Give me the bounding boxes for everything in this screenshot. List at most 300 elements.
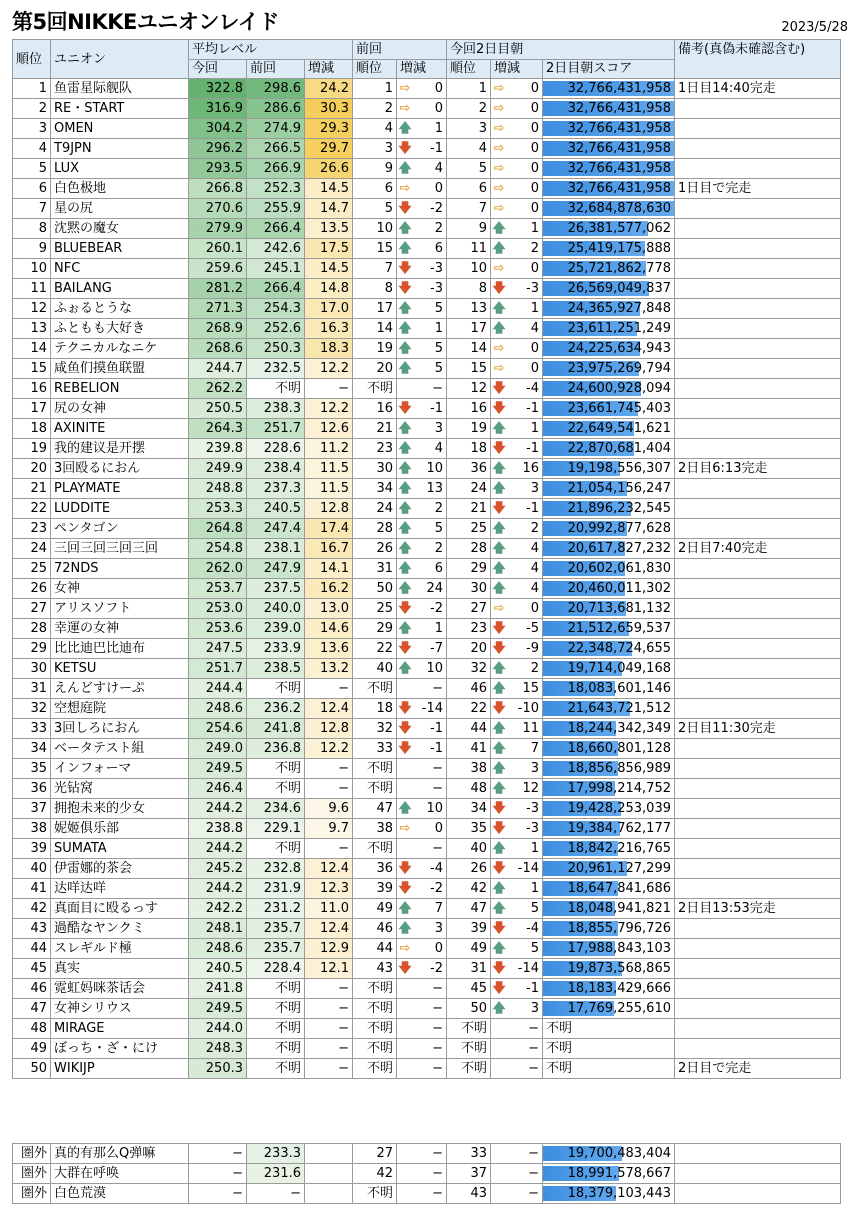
score-value: 不明 (546, 1061, 573, 1076)
table-row (13, 519, 841, 539)
note-cell (675, 239, 841, 259)
arrow-down-icon: 🡇 (492, 921, 506, 936)
prev-rank: 21 (353, 419, 397, 439)
page-title: 第5回NIKKEユニオンレイド (12, 10, 279, 34)
level-this: 248.3 (189, 1039, 247, 1059)
level-last: 232.8 (247, 859, 305, 879)
arrow-up-icon: 🡅 (492, 301, 506, 316)
table-row (13, 979, 841, 999)
note-cell (675, 639, 841, 659)
prev-change (397, 779, 447, 799)
day2-change (491, 259, 543, 279)
note-cell (675, 779, 841, 799)
prev-rank: 7 (353, 259, 397, 279)
day2-change (491, 399, 543, 419)
rank-cell: 10 (13, 259, 51, 279)
level-this: 264.3 (189, 419, 247, 439)
arrow-right-icon: ⇨ (493, 341, 505, 356)
level-last: 237.3 (247, 479, 305, 499)
level-this: 281.2 (189, 279, 247, 299)
note-cell: 2日目で完走 (675, 1059, 841, 1079)
header-rank: 順位 (13, 40, 51, 79)
change-value: − (528, 1061, 539, 1076)
note-cell (675, 919, 841, 939)
rank-cell: 23 (13, 519, 51, 539)
level-this: 279.9 (189, 219, 247, 239)
level-last: 238.3 (247, 399, 305, 419)
level-last: 238.5 (247, 659, 305, 679)
day2-rank: 19 (447, 419, 491, 439)
change-value: − (432, 1186, 443, 1201)
header-lv-this: 今回 (189, 60, 247, 79)
rank-cell: 30 (13, 659, 51, 679)
rank-cell: 42 (13, 899, 51, 919)
change-value: 1 (530, 301, 539, 316)
change-value: 0 (530, 261, 539, 276)
union-name: KETSU (51, 659, 189, 679)
arrow-down-icon: 🡇 (492, 861, 506, 876)
level-this: 248.8 (189, 479, 247, 499)
note-cell (675, 799, 841, 819)
score-cell (543, 719, 675, 739)
prev-change (397, 439, 447, 459)
level-this: 259.6 (189, 259, 247, 279)
note-cell (675, 319, 841, 339)
change-value: − (528, 1041, 539, 1056)
note-cell (675, 1184, 841, 1204)
prev-change (397, 539, 447, 559)
arrow-up-icon: 🡅 (492, 741, 506, 756)
level-change: 12.4 (305, 699, 353, 719)
table-row (13, 699, 841, 719)
rank-cell: 25 (13, 559, 51, 579)
level-change: − (305, 979, 353, 999)
level-change: 17.5 (305, 239, 353, 259)
table-row (13, 619, 841, 639)
score-cell (543, 79, 675, 99)
table-row (13, 679, 841, 699)
arrow-down-icon: 🡇 (398, 261, 412, 276)
score-value: 32,766,431,958 (567, 81, 671, 96)
arrow-right-icon: ⇨ (493, 101, 505, 116)
rank-cell: 13 (13, 319, 51, 339)
table-row (13, 259, 841, 279)
change-value: 10 (426, 801, 443, 816)
note-cell: 1日目で完走 (675, 179, 841, 199)
header-prev-rank: 順位 (353, 60, 397, 79)
arrow-up-icon: 🡅 (398, 441, 412, 456)
day2-rank: 48 (447, 779, 491, 799)
change-value: 4 (530, 541, 539, 556)
day2-rank: 30 (447, 579, 491, 599)
day2-rank: 20 (447, 639, 491, 659)
header-lv-last: 前回 (247, 60, 305, 79)
prev-change (397, 219, 447, 239)
arrow-up-icon: 🡅 (492, 581, 506, 596)
level-this: 254.8 (189, 539, 247, 559)
score-cell (543, 519, 675, 539)
union-name: 拥抱未来的少女 (51, 799, 189, 819)
level-change: 16.7 (305, 539, 353, 559)
score-value: 17,998,214,752 (567, 781, 671, 796)
arrow-right-icon: ⇨ (493, 601, 505, 616)
arrow-right-icon: ⇨ (493, 121, 505, 136)
score-value: 25,721,862,778 (567, 261, 671, 276)
level-this: 264.8 (189, 519, 247, 539)
table-row (13, 799, 841, 819)
change-value: 4 (530, 321, 539, 336)
table-row (13, 899, 841, 919)
day2-rank: 14 (447, 339, 491, 359)
level-change: − (305, 379, 353, 399)
arrow-up-icon: 🡅 (492, 481, 506, 496)
day2-change (491, 339, 543, 359)
day2-rank: 39 (447, 919, 491, 939)
score-cell (543, 799, 675, 819)
change-value: -4 (430, 861, 443, 876)
change-value: -3 (526, 801, 539, 816)
level-last: 233.9 (247, 639, 305, 659)
score-cell (543, 759, 675, 779)
change-value: 5 (530, 941, 539, 956)
level-this: 249.5 (189, 759, 247, 779)
table-row (13, 479, 841, 499)
arrow-right-icon: ⇨ (493, 81, 505, 96)
score-value: 18,842,216,765 (567, 841, 671, 856)
level-this: 253.6 (189, 619, 247, 639)
prev-change (397, 379, 447, 399)
arrow-up-icon: 🡅 (492, 221, 506, 236)
note-cell (675, 359, 841, 379)
change-value: -3 (430, 281, 443, 296)
level-last: 251.7 (247, 419, 305, 439)
level-last: 298.6 (247, 79, 305, 99)
prev-rank: 24 (353, 499, 397, 519)
change-value: 3 (530, 1001, 539, 1016)
level-this: 253.3 (189, 499, 247, 519)
level-this: 239.8 (189, 439, 247, 459)
note-cell (675, 99, 841, 119)
level-last: 不明 (247, 1039, 305, 1059)
score-value: 32,766,431,958 (567, 181, 671, 196)
change-value: 0 (530, 101, 539, 116)
union-name: 女神シリウス (51, 999, 189, 1019)
union-name: 大群在呼唤 (51, 1164, 189, 1184)
level-last: 231.6 (247, 1164, 305, 1184)
change-value: − (432, 1021, 443, 1036)
score-value: 20,617,827,232 (567, 541, 671, 556)
level-last: 266.4 (247, 219, 305, 239)
prev-rank: 1 (353, 79, 397, 99)
level-last: 不明 (247, 759, 305, 779)
rank-cell: 35 (13, 759, 51, 779)
level-change: 14.5 (305, 179, 353, 199)
day2-change (491, 79, 543, 99)
day2-change (491, 979, 543, 999)
union-name: LUX (51, 159, 189, 179)
score-cell (543, 1039, 675, 1059)
change-value: -1 (430, 141, 443, 156)
level-last: 238.4 (247, 459, 305, 479)
level-last: 236.8 (247, 739, 305, 759)
prev-change (397, 359, 447, 379)
prev-rank: 不明 (353, 839, 397, 859)
day2-change (491, 599, 543, 619)
prev-change (397, 959, 447, 979)
arrow-up-icon: 🡅 (492, 561, 506, 576)
change-value: − (432, 1061, 443, 1076)
level-change: − (305, 759, 353, 779)
union-name: RE・START (51, 99, 189, 119)
union-name: 3回しろにおん (51, 719, 189, 739)
score-value: 23,661,745,403 (567, 401, 671, 416)
note-cell (675, 259, 841, 279)
level-this: 296.2 (189, 139, 247, 159)
score-value: 18,660,801,128 (567, 741, 671, 756)
note-cell (675, 499, 841, 519)
note-cell (675, 219, 841, 239)
level-change: 11.5 (305, 479, 353, 499)
day2-change (491, 699, 543, 719)
day2-rank: 27 (447, 599, 491, 619)
level-last: 252.3 (247, 179, 305, 199)
day2-change (491, 299, 543, 319)
table-row (13, 359, 841, 379)
prev-change (397, 899, 447, 919)
level-change: 17.0 (305, 299, 353, 319)
level-last: 不明 (247, 679, 305, 699)
level-this: − (189, 1164, 247, 1184)
union-name: AXINITE (51, 419, 189, 439)
score-cell (543, 1184, 675, 1204)
rank-cell: 47 (13, 999, 51, 1019)
level-this: 238.8 (189, 819, 247, 839)
change-value: 7 (530, 741, 539, 756)
level-change: 14.5 (305, 259, 353, 279)
table-row (13, 959, 841, 979)
rank-cell: 49 (13, 1039, 51, 1059)
arrow-up-icon: 🡅 (492, 681, 506, 696)
change-value: 0 (530, 81, 539, 96)
note-cell (675, 119, 841, 139)
score-value: 18,856,856,989 (567, 761, 671, 776)
arrow-up-icon: 🡅 (492, 461, 506, 476)
union-name: 過酷なヤンクミ (51, 919, 189, 939)
score-cell (543, 319, 675, 339)
union-name: 白色荒漠 (51, 1184, 189, 1204)
level-last: 286.6 (247, 99, 305, 119)
change-value: 5 (434, 301, 443, 316)
level-change: 17.4 (305, 519, 353, 539)
day2-change (491, 759, 543, 779)
level-last: 240.5 (247, 499, 305, 519)
union-name: 真面目に殴るっす (51, 899, 189, 919)
arrow-up-icon: 🡅 (398, 801, 412, 816)
prev-rank: 50 (353, 579, 397, 599)
note-cell (675, 819, 841, 839)
rank-cell: 6 (13, 179, 51, 199)
change-value: 0 (434, 181, 443, 196)
level-last: 235.7 (247, 939, 305, 959)
score-cell (543, 819, 675, 839)
prev-rank: 44 (353, 939, 397, 959)
rank-cell: 40 (13, 859, 51, 879)
prev-rank: 32 (353, 719, 397, 739)
arrow-up-icon: 🡅 (492, 1001, 506, 1016)
change-value: -3 (430, 261, 443, 276)
union-name: 幸運の女神 (51, 619, 189, 639)
level-last: 不明 (247, 999, 305, 1019)
score-value: 32,766,431,958 (567, 101, 671, 116)
level-change: 13.2 (305, 659, 353, 679)
prev-change (397, 239, 447, 259)
table-row (13, 459, 841, 479)
score-value: 24,225,634,943 (567, 341, 671, 356)
change-value: 0 (530, 161, 539, 176)
score-value: 18,048,941,821 (567, 901, 671, 916)
day2-change (491, 139, 543, 159)
union-name: ふぉるとうな (51, 299, 189, 319)
table-row (13, 199, 841, 219)
rank-cell: 44 (13, 939, 51, 959)
table-row (13, 139, 841, 159)
prev-change (397, 679, 447, 699)
rank-cell: 50 (13, 1059, 51, 1079)
day2-change (491, 719, 543, 739)
arrow-down-icon: 🡇 (398, 201, 412, 216)
union-name: 咸鱼们摸鱼联盟 (51, 359, 189, 379)
score-value: 不明 (546, 1021, 573, 1036)
level-change: 14.7 (305, 199, 353, 219)
day2-change (491, 859, 543, 879)
day2-change (491, 1144, 543, 1164)
score-cell (543, 259, 675, 279)
arrow-up-icon: 🡅 (492, 901, 506, 916)
union-name: MIRAGE (51, 1019, 189, 1039)
prev-rank: 19 (353, 339, 397, 359)
union-name: BAILANG (51, 279, 189, 299)
score-cell (543, 1059, 675, 1079)
change-value: 0 (530, 601, 539, 616)
score-value: 21,054,156,247 (567, 481, 671, 496)
table-row (13, 639, 841, 659)
union-name: 白色极地 (51, 179, 189, 199)
table-row (13, 1059, 841, 1079)
union-name: 3回殴るにおん (51, 459, 189, 479)
prev-rank: 20 (353, 359, 397, 379)
day2-rank: 不明 (447, 1019, 491, 1039)
union-name: 星の尻 (51, 199, 189, 219)
change-value: -5 (526, 621, 539, 636)
prev-rank: 39 (353, 879, 397, 899)
note-cell (675, 659, 841, 679)
prev-change (397, 559, 447, 579)
level-change: 12.2 (305, 399, 353, 419)
change-value: 5 (434, 341, 443, 356)
rank-cell: 34 (13, 739, 51, 759)
day2-change (491, 219, 543, 239)
score-cell (543, 1019, 675, 1039)
level-change: 18.3 (305, 339, 353, 359)
prev-change (397, 299, 447, 319)
change-value: 16 (522, 461, 539, 476)
note-cell (675, 399, 841, 419)
union-name: 尻の女神 (51, 399, 189, 419)
score-value: 32,684,878,630 (567, 201, 671, 216)
level-change: 11.0 (305, 899, 353, 919)
prev-rank: 不明 (353, 1019, 397, 1039)
day2-rank: 33 (447, 1144, 491, 1164)
level-this: 254.6 (189, 719, 247, 739)
rank-cell: 41 (13, 879, 51, 899)
prev-rank: 14 (353, 319, 397, 339)
arrow-right-icon: ⇨ (493, 261, 505, 276)
level-this: 268.9 (189, 319, 247, 339)
arrow-up-icon: 🡅 (398, 241, 412, 256)
level-last: 不明 (247, 1019, 305, 1039)
union-name: T9JPN (51, 139, 189, 159)
day2-rank: 12 (447, 379, 491, 399)
arrow-up-icon: 🡅 (398, 921, 412, 936)
arrow-up-icon: 🡅 (398, 501, 412, 516)
day2-change (491, 179, 543, 199)
level-this: 253.0 (189, 599, 247, 619)
change-value: 3 (434, 421, 443, 436)
level-change: − (305, 679, 353, 699)
day2-rank: 50 (447, 999, 491, 1019)
day2-rank: 34 (447, 799, 491, 819)
table-row (13, 339, 841, 359)
prev-rank: 不明 (353, 979, 397, 999)
arrow-down-icon: 🡇 (492, 441, 506, 456)
day2-change (491, 1039, 543, 1059)
change-value: 0 (434, 941, 443, 956)
change-value: − (528, 1146, 539, 1161)
prev-rank: 27 (353, 1144, 397, 1164)
arrow-up-icon: 🡅 (492, 941, 506, 956)
prev-rank: 不明 (353, 779, 397, 799)
change-value: − (432, 681, 443, 696)
score-value: 不明 (546, 1041, 573, 1056)
change-value: 5 (530, 901, 539, 916)
change-value: − (432, 841, 443, 856)
arrow-down-icon: 🡇 (398, 881, 412, 896)
rank-cell: 12 (13, 299, 51, 319)
note-cell: 2日目7:40完走 (675, 539, 841, 559)
score-cell (543, 459, 675, 479)
arrow-up-icon: 🡅 (398, 561, 412, 576)
union-name: 鱼雷星际舰队 (51, 79, 189, 99)
prev-rank: 不明 (353, 999, 397, 1019)
prev-rank: 30 (353, 459, 397, 479)
level-this: 247.5 (189, 639, 247, 659)
level-last: 233.3 (247, 1144, 305, 1164)
prev-change (397, 859, 447, 879)
day2-change (491, 879, 543, 899)
score-value: 18,855,796,726 (567, 921, 671, 936)
prev-change (397, 619, 447, 639)
note-cell (675, 759, 841, 779)
prev-change (397, 739, 447, 759)
change-value: 0 (434, 81, 443, 96)
change-value: − (528, 1021, 539, 1036)
level-change: 16.3 (305, 319, 353, 339)
note-cell (675, 579, 841, 599)
change-value: 3 (530, 481, 539, 496)
note-cell: 1日目14:40完走 (675, 79, 841, 99)
score-value: 19,700,483,404 (567, 1146, 671, 1161)
day2-rank: 45 (447, 979, 491, 999)
